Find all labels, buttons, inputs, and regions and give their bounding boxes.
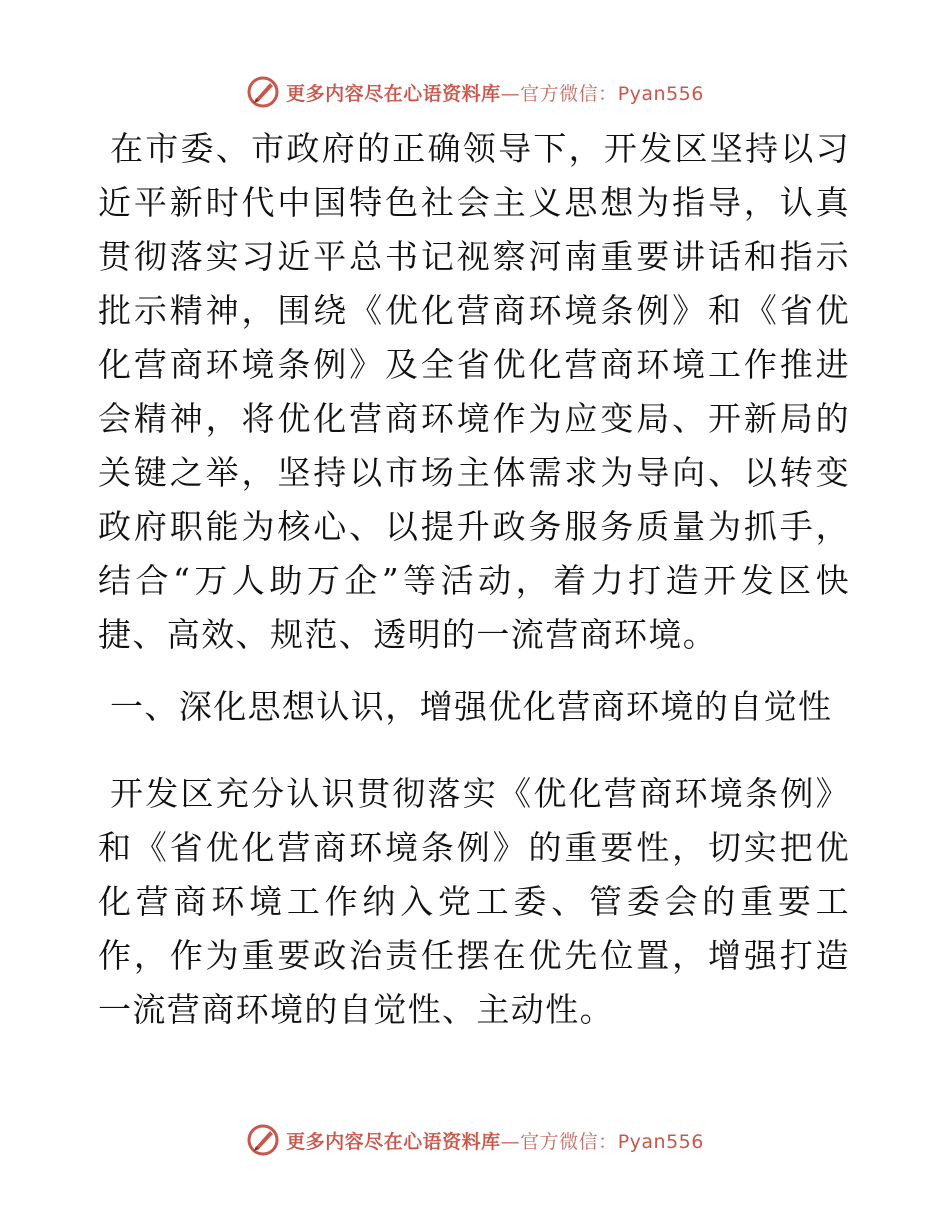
section-heading-1: 一、深化思想认识，增强优化营商环境的自觉性 — [110, 687, 833, 726]
footer-banner — [0, 1118, 950, 1162]
banner-wechat-label: —官方微信： — [500, 82, 618, 105]
banner-wechat-id: Pyan556 — [617, 82, 704, 105]
quill-pen-circle-icon — [246, 1123, 280, 1157]
document-body — [98, 118, 850, 1037]
banner-library-name: 更多内容尽在心语资料库 — [286, 1130, 501, 1153]
paragraph-intro: 在市委、市政府的正确领导下，开发区坚持以习近平新时代中国特色社会主义思想为指导，认真贯彻落实习近平总书记视察河南重要讲话和指示批示精神，围绕《优化营商环境条例》和《省优化营商环境条例》及全省优化营商环境工作推进会精神，将优化营商环境作为应变局、开新局的关键之举，坚持以市场主体需求为导向、以转变政府职能为核心、以提升政务服务质量为抓手，结合“万人助万企”等活动，着力打造开发区快捷、高效、规范、透明的一流营商环境。 — [98, 129, 850, 654]
banner-text — [286, 1127, 704, 1154]
quill-pen-circle-icon — [246, 75, 280, 109]
banner-wechat-label: —官方微信： — [500, 1130, 618, 1153]
header-banner — [0, 70, 950, 114]
banner-library-name: 更多内容尽在心语资料库 — [286, 82, 501, 105]
banner-wechat-id: Pyan556 — [617, 1130, 704, 1153]
banner-text — [286, 79, 704, 106]
paragraph-section-1: 开发区充分认识贯彻落实《优化营商环境条例》和《省优化营商环境条例》的重要性，切实把优化营商环境工作纳入党工委、管委会的重要工作，作为重要政治责任摆在优先位置，增强打造一流营商环境的自觉性、主动性。 — [98, 774, 850, 1029]
